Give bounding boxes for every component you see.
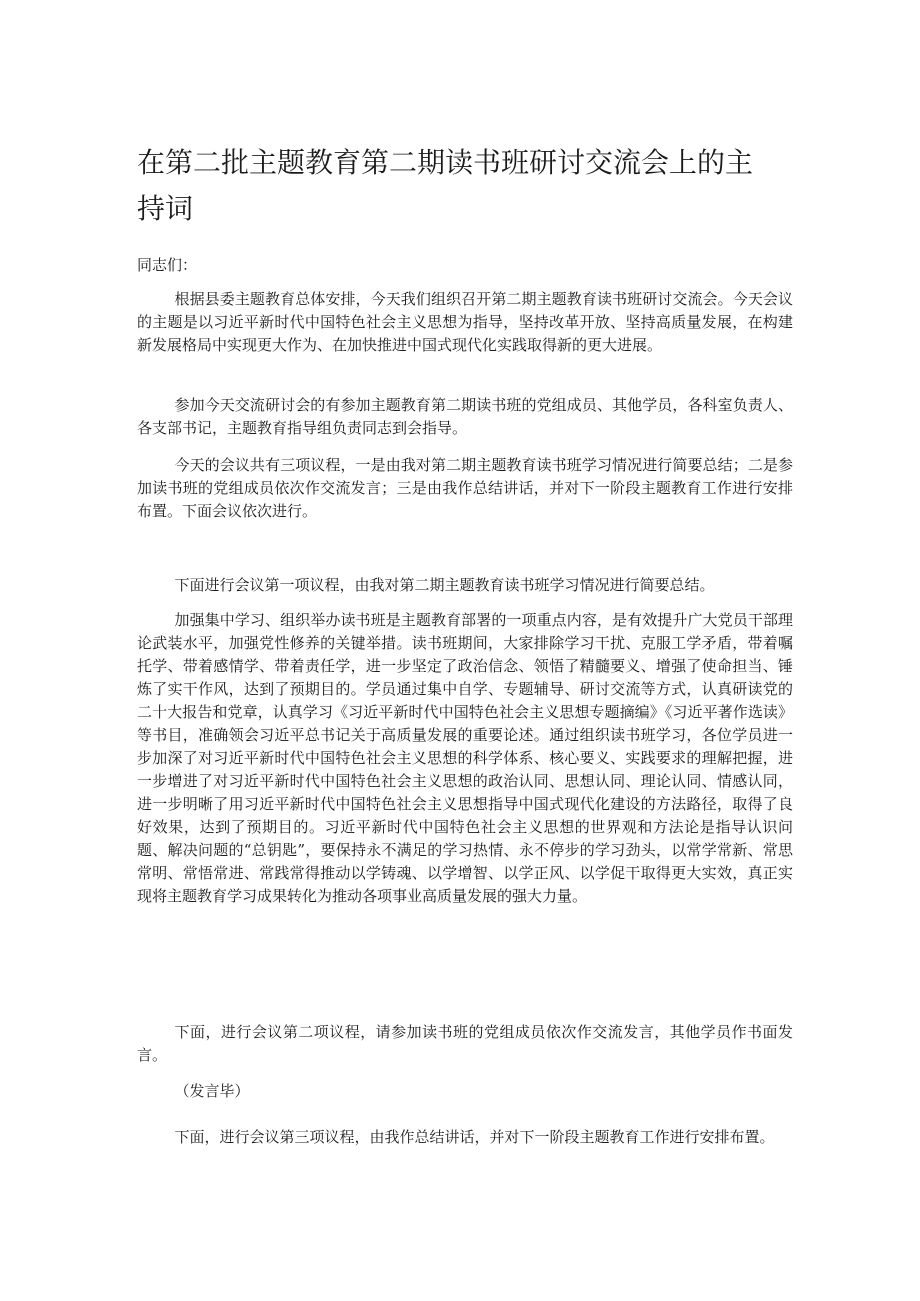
paragraph-study-summary: 加强集中学习、组织举办读书班是主题教育部署的一项重点内容，是有效提升广大党员干部理论武装水平，加强党性修养的关键举措。读书班期间，大家排除学习干扰、克服工学矛盾，带着嘱托学、带着感情学、带着责任学，进一步坚定了政治信念、领悟了精髓要义、增强了使命担当、锤炼了实干作风，达到了预期目的。学员通过集中自学、专题辅导、研讨交流等方式，认真研读党的二十大报告和党章，认真学习《习近平新时代中国特色社会主义思想专题摘编》《习近平著作选读》等书目，准确领会习近平总书记关于高质量发展的重要论述。通过组织读书班学习，各位学员进一步加深了对习近平新时代中国特色社会主义思想的科学体系、核心要义、实践要求的理解把握，进一步增进了对习近平新时代中国特色社会主义思想的政治认同、思想认同、理论认同、情感认同，进一步明晰了用习近平新时代中国特色社会主义思想指导中国式现代化建设的方法路径，取得了良好效果，达到了预期目的。习近平新时代中国特色社会主义思想的世界观和方法论是指导认识问题、解决问题的“总钥匙”，要保持永不满足的学习热情、永不停步的学习劲头，以常学常新、常思常明、常悟常进、常践常得推动以学铸魂、以学增智、以学正风、以学促干取得更大实效，真正实现将主题教育学习成果转化为推动各项事业高质量发展的强大力量。 xyxy=(137,611,793,905)
paragraph-agenda-item-1: 下面进行会议第一项议程，由我对第二期主题教育读书班学习情况进行简要总结。 xyxy=(174,576,715,594)
paragraph-speech-end: （发言毕） xyxy=(174,1082,250,1100)
title-line-1: 在第二批主题教育第二期读书班研讨交流会上的主 xyxy=(137,146,754,179)
paragraph-meeting-theme: 根据县委主题教育总体安排，今天我们组织召开第二期主题教育读书班研讨交流会。今天会议的主题是以习近平新时代中国特色社会主义思想为指导，坚持改革开放、坚持高质量发展，在构建新发展格局中实现更大作为、在加快推进中国式现代化实践取得新的更大进展。 xyxy=(137,290,793,354)
paragraph-agenda: 今天的会议共有三项议程，一是由我对第二期主题教育读书班学习情况进行简要总结；二是参加读书班的党组成员依次作交流发言；三是由我作总结讲话，并对下一阶段主题教育工作进行安排布置。下面会议依次进行。 xyxy=(137,456,793,520)
document-title xyxy=(137,140,797,232)
greeting: 同志们： xyxy=(137,256,198,274)
paragraph-agenda-item-2: 下面，进行会议第二项议程，请参加读书班的党组成员依次作交流发言，其他学员作书面发言。 xyxy=(137,1023,793,1064)
paragraph-attendees: 参加今天交流研讨会的有参加主题教育第二期读书班的党组成员、其他学员，各科室负责人、各支部书记，主题教育指导组负责同志到会指导。 xyxy=(137,396,793,437)
title-line-2: 持词 xyxy=(137,192,194,225)
paragraph-agenda-item-3: 下面，进行会议第三项议程，由我作总结讲话，并对下一阶段主题教育工作进行安排布置。 xyxy=(174,1128,775,1146)
